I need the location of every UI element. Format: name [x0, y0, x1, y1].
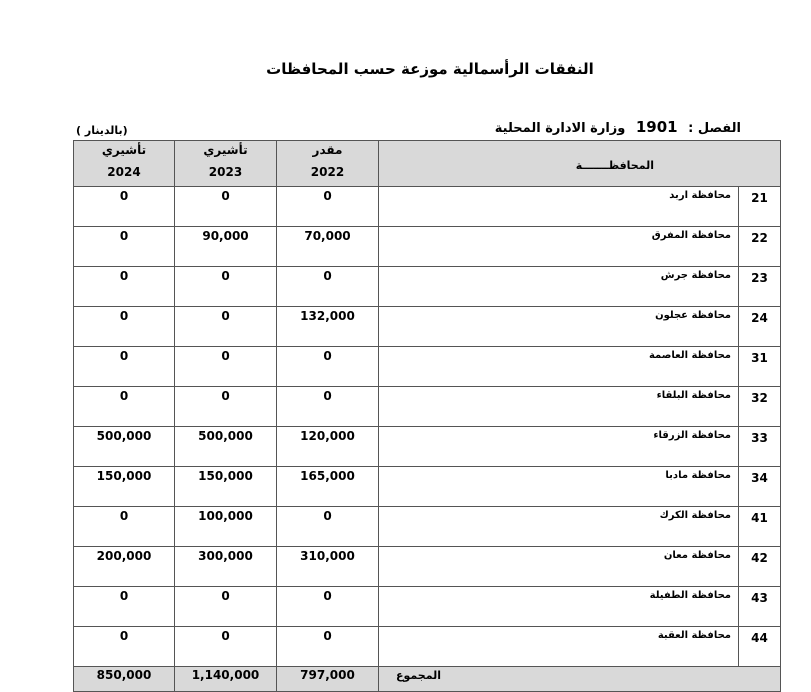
value-2023: 100,000	[175, 507, 277, 547]
value-2022: 0	[277, 587, 379, 627]
value-2024: 0	[74, 267, 175, 307]
chapter-label: الفصل :	[688, 121, 741, 136]
governorate-name: محافظة اربد	[379, 187, 739, 227]
governorate-code: 34	[739, 467, 781, 507]
table-row	[74, 387, 781, 427]
total-row	[74, 667, 781, 692]
header-2023-type: تأشيري	[203, 143, 248, 157]
governorate-code: 32	[739, 387, 781, 427]
value-2023: 500,000	[175, 427, 277, 467]
governorate-name: محافظة جرش	[379, 267, 739, 307]
header-governorate	[379, 141, 781, 187]
table-row	[74, 587, 781, 627]
value-2024: 200,000	[74, 547, 175, 587]
value-2023: 0	[175, 267, 277, 307]
value-2023: 0	[175, 627, 277, 667]
governorate-code: 21	[739, 187, 781, 227]
value-2023: 90,000	[175, 227, 277, 267]
header-2022-type: مقدر	[312, 143, 343, 157]
header-2022	[277, 141, 379, 187]
value-2022: 165,000	[277, 467, 379, 507]
value-2022: 70,000	[277, 227, 379, 267]
governorate-code: 33	[739, 427, 781, 467]
governorate-name: محافظة البلقاء	[379, 387, 739, 427]
governorate-code: 31	[739, 347, 781, 387]
table-row	[74, 307, 781, 347]
value-2024: 0	[74, 347, 175, 387]
value-2024: 0	[74, 227, 175, 267]
total-2022: 797,000	[277, 667, 379, 692]
value-2024: 0	[74, 387, 175, 427]
value-2024: 0	[74, 627, 175, 667]
table-row	[74, 627, 781, 667]
value-2022: 132,000	[277, 307, 379, 347]
governorate-code: 43	[739, 587, 781, 627]
table-row	[74, 227, 781, 267]
governorate-name: محافظة العقبة	[379, 627, 739, 667]
value-2022: 0	[277, 387, 379, 427]
governorate-code: 22	[739, 227, 781, 267]
value-2024: 500,000	[74, 427, 175, 467]
total-label: المجموع	[379, 667, 781, 692]
governorate-code: 44	[739, 627, 781, 667]
value-2023: 0	[175, 587, 277, 627]
value-2023: 300,000	[175, 547, 277, 587]
governorate-name: محافظة عجلون	[379, 307, 739, 347]
header-2022-year: 2022	[310, 165, 345, 179]
table-row	[74, 467, 781, 507]
ministry-name: وزارة الادارة المحلية	[494, 121, 626, 136]
header-2024-year: 2024	[107, 165, 141, 179]
value-2024: 0	[74, 507, 175, 547]
table-header-row	[74, 141, 781, 187]
table-row	[74, 507, 781, 547]
value-2022: 0	[277, 347, 379, 387]
header-2023	[175, 141, 277, 187]
header-2024	[74, 141, 175, 187]
governorate-name: محافظة المفرق	[379, 227, 739, 267]
governorate-name: محافظة العاصمة	[379, 347, 739, 387]
table-row	[74, 427, 781, 467]
value-2023: 0	[175, 347, 277, 387]
governorate-code: 41	[739, 507, 781, 547]
expenditure-table	[73, 140, 781, 692]
total-2024: 850,000	[74, 667, 175, 692]
total-2023: 1,140,000	[175, 667, 277, 692]
value-2023: 0	[175, 187, 277, 227]
value-2022: 0	[277, 267, 379, 307]
value-2022: 120,000	[277, 427, 379, 467]
value-2023: 150,000	[175, 467, 277, 507]
table-row	[74, 347, 781, 387]
currency-note: (بالدينار )	[76, 124, 128, 137]
governorate-code: 24	[739, 307, 781, 347]
governorate-code: 23	[739, 267, 781, 307]
value-2022: 0	[277, 627, 379, 667]
value-2022: 0	[277, 507, 379, 547]
table-row	[74, 547, 781, 587]
header-2023-year: 2023	[208, 165, 243, 179]
value-2024: 150,000	[74, 467, 175, 507]
header-governorate-label: المحافظـــــــة	[575, 159, 654, 172]
value-2024: 0	[74, 307, 175, 347]
chapter-line	[495, 118, 741, 136]
governorate-code: 42	[739, 547, 781, 587]
table-row	[74, 187, 781, 227]
value-2024: 0	[74, 187, 175, 227]
governorate-name: محافظة الزرقاء	[379, 427, 739, 467]
governorate-name: محافظة معان	[379, 547, 739, 587]
value-2023: 0	[175, 387, 277, 427]
value-2022: 0	[277, 187, 379, 227]
value-2022: 310,000	[277, 547, 379, 587]
governorate-name: محافظة الكرك	[379, 507, 739, 547]
governorate-name: محافظة الطفيلة	[379, 587, 739, 627]
table-row	[74, 267, 781, 307]
chapter-code: 1901	[635, 118, 678, 136]
header-2024-type: تأشيري	[101, 143, 147, 157]
value-2024: 0	[74, 587, 175, 627]
page-title: النفقات الرأسمالية موزعة حسب المحافظات	[266, 60, 594, 78]
value-2023: 0	[175, 307, 277, 347]
governorate-name: محافظة مادبا	[379, 467, 739, 507]
